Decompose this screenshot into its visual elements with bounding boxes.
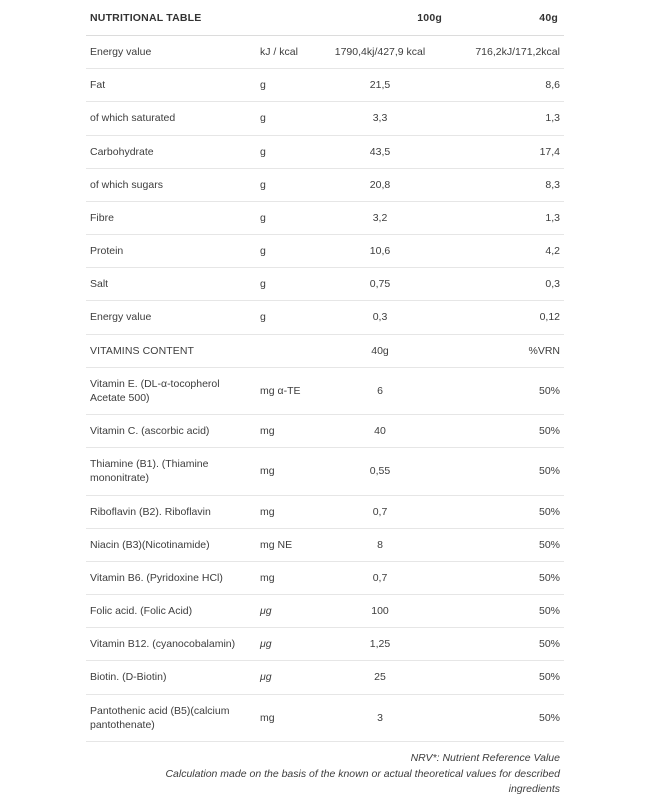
row-value-40g: 50% (448, 694, 564, 741)
table-row (86, 528, 564, 561)
row-value-40g: 50% (448, 661, 564, 694)
row-value-100g: 25 (312, 661, 448, 694)
row-label: Vitamin C. (ascorbic acid) (86, 415, 256, 448)
row-value-100g: 1,25 (312, 628, 448, 661)
row-value-40g: 50% (448, 528, 564, 561)
row-value-100g: 0,3 (312, 301, 448, 334)
table-row (86, 168, 564, 201)
row-label: of which sugars (86, 168, 256, 201)
row-value-40g: 0,12 (448, 301, 564, 334)
row-value-40g: 1,3 (448, 201, 564, 234)
row-value-100g: 6 (312, 367, 448, 414)
row-label: Vitamin B6. (Pyridoxine HCl) (86, 561, 256, 594)
table-row (86, 495, 564, 528)
row-unit: μg (256, 595, 312, 628)
row-label: Protein (86, 235, 256, 268)
footnote-nrv: NRV*: Nutrient Reference Value (410, 751, 560, 764)
table-row (86, 694, 564, 741)
table-row (86, 36, 564, 69)
table-row (86, 367, 564, 414)
row-value-100g: 10,6 (312, 235, 448, 268)
row-value-100g: 3,2 (312, 201, 448, 234)
row-value-100g: 3,3 (312, 102, 448, 135)
table-row (86, 235, 564, 268)
row-value-40g: 716,2kJ/171,2kcal (448, 36, 564, 69)
header-title: NUTRITIONAL TABLE (86, 8, 256, 36)
row-value-40g: 50% (448, 415, 564, 448)
row-value-100g: 40g (312, 334, 448, 367)
row-value-100g: 0,75 (312, 268, 448, 301)
row-value-100g: 100 (312, 595, 448, 628)
row-value-40g: 50% (448, 448, 564, 495)
row-value-100g: 40 (312, 415, 448, 448)
table-row (86, 334, 564, 367)
row-value-40g: 4,2 (448, 235, 564, 268)
row-label: Salt (86, 268, 256, 301)
row-value-100g: 0,7 (312, 561, 448, 594)
row-value-40g: 50% (448, 628, 564, 661)
table-row (86, 661, 564, 694)
row-label: Niacin (B3)(Nicotinamide) (86, 528, 256, 561)
row-unit: g (256, 301, 312, 334)
table-body (86, 36, 564, 742)
row-value-40g: 1,3 (448, 102, 564, 135)
row-label: Energy value (86, 36, 256, 69)
row-value-40g: %VRN (448, 334, 564, 367)
table-row (86, 268, 564, 301)
row-unit: mg (256, 448, 312, 495)
table-row (86, 628, 564, 661)
row-value-100g: 20,8 (312, 168, 448, 201)
table-header (86, 8, 564, 36)
row-label: Fat (86, 69, 256, 102)
row-unit (256, 334, 312, 367)
table-row (86, 561, 564, 594)
row-unit: kJ / kcal (256, 36, 312, 69)
row-label: Vitamin E. (DL-α-tocopherol Acetate 500) (86, 367, 256, 414)
footnotes (86, 751, 564, 798)
row-label: VITAMINS CONTENT (86, 334, 256, 367)
row-value-40g: 50% (448, 495, 564, 528)
table-header-row (86, 8, 564, 36)
footnote-calculation-2: ingredients (508, 783, 560, 796)
row-value-100g: 1790,4kj/427,9 kcal (312, 36, 448, 69)
header-unit (256, 8, 312, 36)
table-row (86, 69, 564, 102)
row-value-100g: 3 (312, 694, 448, 741)
row-label: Carbohydrate (86, 135, 256, 168)
table-row (86, 201, 564, 234)
row-unit: g (256, 135, 312, 168)
row-unit: g (256, 235, 312, 268)
table-row (86, 301, 564, 334)
row-unit: g (256, 69, 312, 102)
row-label: Riboflavin (B2). Riboflavin (86, 495, 256, 528)
nutrition-table (86, 8, 564, 742)
row-label: Vitamin B12. (cyanocobalamin) (86, 628, 256, 661)
row-label: Biotin. (D-Biotin) (86, 661, 256, 694)
row-unit: g (256, 268, 312, 301)
row-unit: mg (256, 694, 312, 741)
row-label: Energy value (86, 301, 256, 334)
row-unit: mg α-TE (256, 367, 312, 414)
row-value-40g: 8,3 (448, 168, 564, 201)
row-label: Thiamine (B1). (Thiamine mononitrate) (86, 448, 256, 495)
row-label: of which saturated (86, 102, 256, 135)
row-value-100g: 43,5 (312, 135, 448, 168)
header-col-40g: 40g (448, 8, 564, 36)
footnote-calculation-1: Calculation made on the basis of the known or actual theoretical values for described (165, 767, 560, 780)
row-unit: g (256, 102, 312, 135)
row-unit: g (256, 201, 312, 234)
row-value-40g: 50% (448, 561, 564, 594)
row-label: Pantothenic acid (B5)(calcium pantothenate) (86, 694, 256, 741)
table-row (86, 102, 564, 135)
row-unit: mg (256, 561, 312, 594)
row-value-100g: 8 (312, 528, 448, 561)
row-value-100g: 0,7 (312, 495, 448, 528)
table-row (86, 415, 564, 448)
row-unit: mg (256, 415, 312, 448)
row-unit: mg NE (256, 528, 312, 561)
row-unit: μg (256, 628, 312, 661)
row-value-40g: 8,6 (448, 69, 564, 102)
table-row (86, 135, 564, 168)
row-unit: μg (256, 661, 312, 694)
row-label: Folic acid. (Folic Acid) (86, 595, 256, 628)
row-unit: g (256, 168, 312, 201)
row-unit: mg (256, 495, 312, 528)
header-col-100g: 100g (312, 8, 448, 36)
row-value-40g: 0,3 (448, 268, 564, 301)
row-value-100g: 21,5 (312, 69, 448, 102)
row-value-40g: 50% (448, 367, 564, 414)
row-value-40g: 50% (448, 595, 564, 628)
row-value-100g: 0,55 (312, 448, 448, 495)
table-row (86, 448, 564, 495)
row-value-40g: 17,4 (448, 135, 564, 168)
table-row (86, 595, 564, 628)
row-label: Fibre (86, 201, 256, 234)
